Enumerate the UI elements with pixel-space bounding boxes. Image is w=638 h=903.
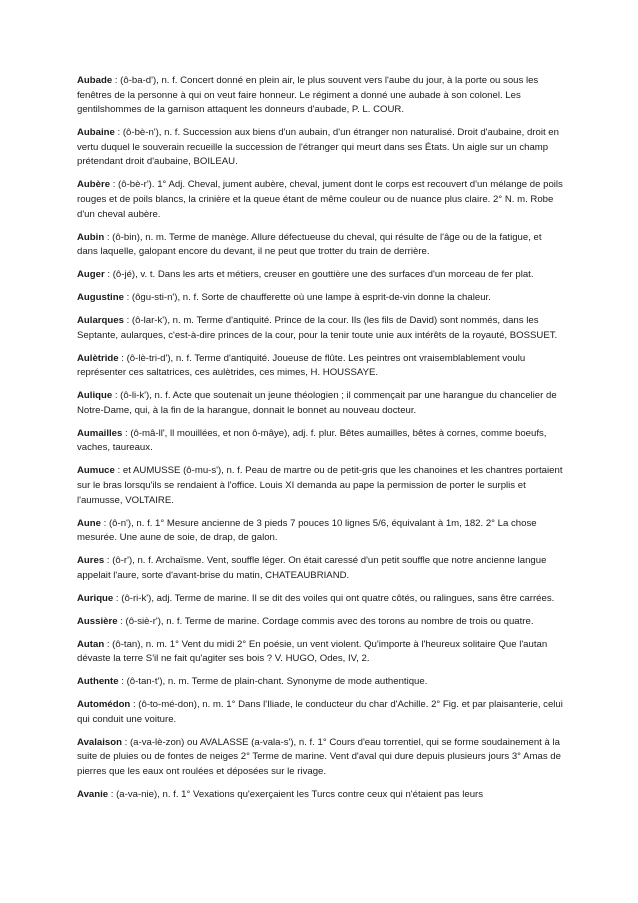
- entry-definition: : (ô-siè-r'), n. f. Terme de marine. Cordage commis avec des torons au nombre de trois ou quatre.: [117, 615, 534, 627]
- entry-avalaison: [77, 736, 564, 780]
- entry-definition: : (ô-bè-r'). 1° Adj. Cheval, jument aubère, cheval, jument dont le corps est recouvert d'un mélange de poils rouges et de poils blancs, la crinière et la queue étant de même couleur ou de nuance plus claire. 2° N. m. Robe d'un cheval aubère.: [77, 179, 563, 220]
- entry-definition: : (ô-tan-t'), n. m. Terme de plain-chant. Synonyme de mode authentique.: [118, 676, 428, 688]
- entry-headword: Authente: [77, 676, 119, 688]
- entry-definition: : (ô-jé), v. t. Dans les arts et métiers, creuser en gouttière une des surfaces d'un morceau de fer plat.: [104, 269, 534, 281]
- entry-headword: Avanie: [77, 788, 109, 800]
- entry-aumailles: [77, 427, 564, 456]
- entry-headword: Aussière: [77, 615, 118, 627]
- entry-aurique: [77, 592, 564, 607]
- entry-definition: : (ô-lè-tri-d'), n. f. Terme d'antiquité. Joueuse de flûte. Les peintres ont vraisemblablement voulu représenter ces saltatrices, ces aulètrides, ces mimes, H. HOUSSAYE.: [77, 352, 526, 379]
- entry-aubade: [77, 74, 564, 118]
- entry-avanie: [77, 788, 564, 803]
- entry-definition: : (ôgu-sti-n'), n. f. Sorte de chaufferette où une lampe à esprit-de-vin donne la chaleur.: [123, 292, 491, 304]
- entry-headword: Automédon: [77, 699, 131, 711]
- entry-headword: Aubaine: [77, 127, 115, 139]
- entry-aubaine: [77, 126, 564, 170]
- entry-definition: : (ô-li-k'), n. f. Acte que soutenait un jeune théologien ; il commençait par une harangue du chancelier de Notre-Dame, qui, à la fin de la harangue, donnait le bonnet au nouveau docteur.: [77, 390, 557, 416]
- entry-auger: [77, 268, 564, 283]
- entry-aune: [77, 517, 564, 546]
- entry-definition: : (ô-to-mé-don), n. m. 1° Dans l'Iliade, le conducteur du char d'Achille. 2° Fig. et par plaisanterie, celui qui conduit une voiture.: [77, 699, 563, 725]
- entry-autan: [77, 638, 564, 667]
- entry-definition: : (a-va-nie), n. f. 1° Vexations qu'exerçaient les Turcs contre ceux qui n'étaient pas leurs: [108, 788, 484, 800]
- entry-authente: [77, 675, 564, 690]
- dictionary-page: [77, 74, 564, 811]
- entry-definition: : (ô-ba-d'), n. f. Concert donné en plein air, le plus souvent vers l'aube du jour, à la porte ou sous les fenêtres de la personne à qui on veut faire honneur. Le régiment a donné une aubade à son colonel. Les gentilshommes de la garnison attaquent les donneurs d'aubade, P. L. COUR.: [77, 75, 539, 116]
- entry-definition: : (ô-r'), n. f. Archaïsme. Vent, souffle léger. On était caressé d'un petit souffle que notre ancienne langue appelait l'aure, sorte d'avant-brise du matin, CHATEAUBRIAND.: [77, 555, 547, 581]
- entry-aulique: [77, 389, 564, 418]
- entry-aures: [77, 554, 564, 583]
- entry-definition: : et AUMUSSE (ô-mu-s'), n. f. Peau de martre ou de petit-gris que les chanoines et les chantres portaient sur le bras lorsqu'ils se rendaient à l'office. Louis XI demanda au pape la permission de porter le surplis et l'aumusse, VOLTAIRE.: [77, 465, 563, 506]
- entry-headword: Aubade: [77, 75, 113, 86]
- entry-headword: Aulètride: [77, 352, 119, 364]
- entry-headword: Aubère: [77, 179, 111, 191]
- entry-headword: Aularques: [77, 315, 124, 327]
- entry-headword: Aumailles: [77, 427, 123, 439]
- entry-definition: : (ô-lar-k'), n. m. Terme d'antiquité. Prince de la cour. Ils (les fils de David) sont nommés, dans les Septante, aularques, c'est-à-dire princes de la cour, pour la tenir toute unie aux intérêts de la royauté, BOSSUET.: [77, 315, 558, 341]
- entry-definition: : (ô-ri-k'), adj. Terme de marine. Il se dit des voiles qui ont quatre côtés, ou ralingues, sans être carrées.: [113, 592, 555, 604]
- entry-definition: : (ô-n'), n. f. 1° Mesure ancienne de 3 pieds 7 pouces 10 lignes 5/6, équivalant à 1m, 182. 2° La chose mesurée. Une aune de soie, de drap, de galon.: [77, 517, 537, 544]
- entry-definition: : (a-va-lè-zon) ou AVALASSE (a-vala-s'), n. f. 1° Cours d'eau torrentiel, qui se forme soudainement à la suite de pluies ou de fontes de neiges 2° Terme de marine. Vent d'aval qui dure depuis plusieurs jours 3° Amas de pierres que les eaux ont roulées et déposées sur le rivage.: [77, 736, 561, 777]
- entry-headword: Auger: [77, 269, 105, 281]
- entry-headword: Aulique: [77, 390, 113, 402]
- entry-definition: : (ô-bin), n. m. Terme de manège. Allure défectueuse du cheval, qui résulte de l'âge ou de la fatigue, et dans laquelle, galopant encore du devant, il ne peut que trotter du train de derrière.: [77, 231, 542, 258]
- entry-aussiere: [77, 615, 564, 630]
- entry-automedon: [77, 698, 564, 727]
- entry-augustine: [77, 291, 564, 306]
- entry-aularques: [77, 314, 564, 343]
- entry-headword: Avalaison: [77, 736, 122, 748]
- entry-headword: Autan: [77, 638, 105, 650]
- entry-headword: Aune: [77, 517, 101, 529]
- entry-definition: : (ô-tan), n. m. 1° Vent du midi 2° En poésie, un vent violent. Qu'importe à l'heureux solitaire Que l'autan dévaste la terre S'il ne fait qu'agiter ses bois ? V. HUGO, Odes, IV, 2.: [77, 638, 548, 665]
- entry-headword: Augustine: [77, 292, 124, 304]
- entry-auletride: [77, 352, 564, 381]
- entry-aubere: [77, 178, 564, 222]
- entry-definition: : (ô-bè-n'), n. f. Succession aux biens d'un aubain, d'un étranger non naturalisé. Droit d'aubaine, droit en vertu duquel le souverain recueille la succession de l'étranger qui meurt dans ses États. Un aigle sur un champ prétendant droit d'aubaine, BOILEAU.: [77, 127, 559, 168]
- entry-headword: Aubin: [77, 231, 105, 243]
- entry-aumuce: [77, 464, 564, 508]
- entry-aubin: [77, 231, 564, 260]
- entry-headword: Aumuce: [77, 465, 115, 477]
- entry-headword: Aurique: [77, 592, 114, 604]
- entry-headword: Aures: [77, 555, 105, 567]
- entry-definition: : (ô-mâ-ll', ll mouillées, et non ô-mâye), adj. f. plur. Bêtes aumailles, bêtes à cornes, comme boeufs, vaches, taureaux.: [77, 427, 547, 454]
